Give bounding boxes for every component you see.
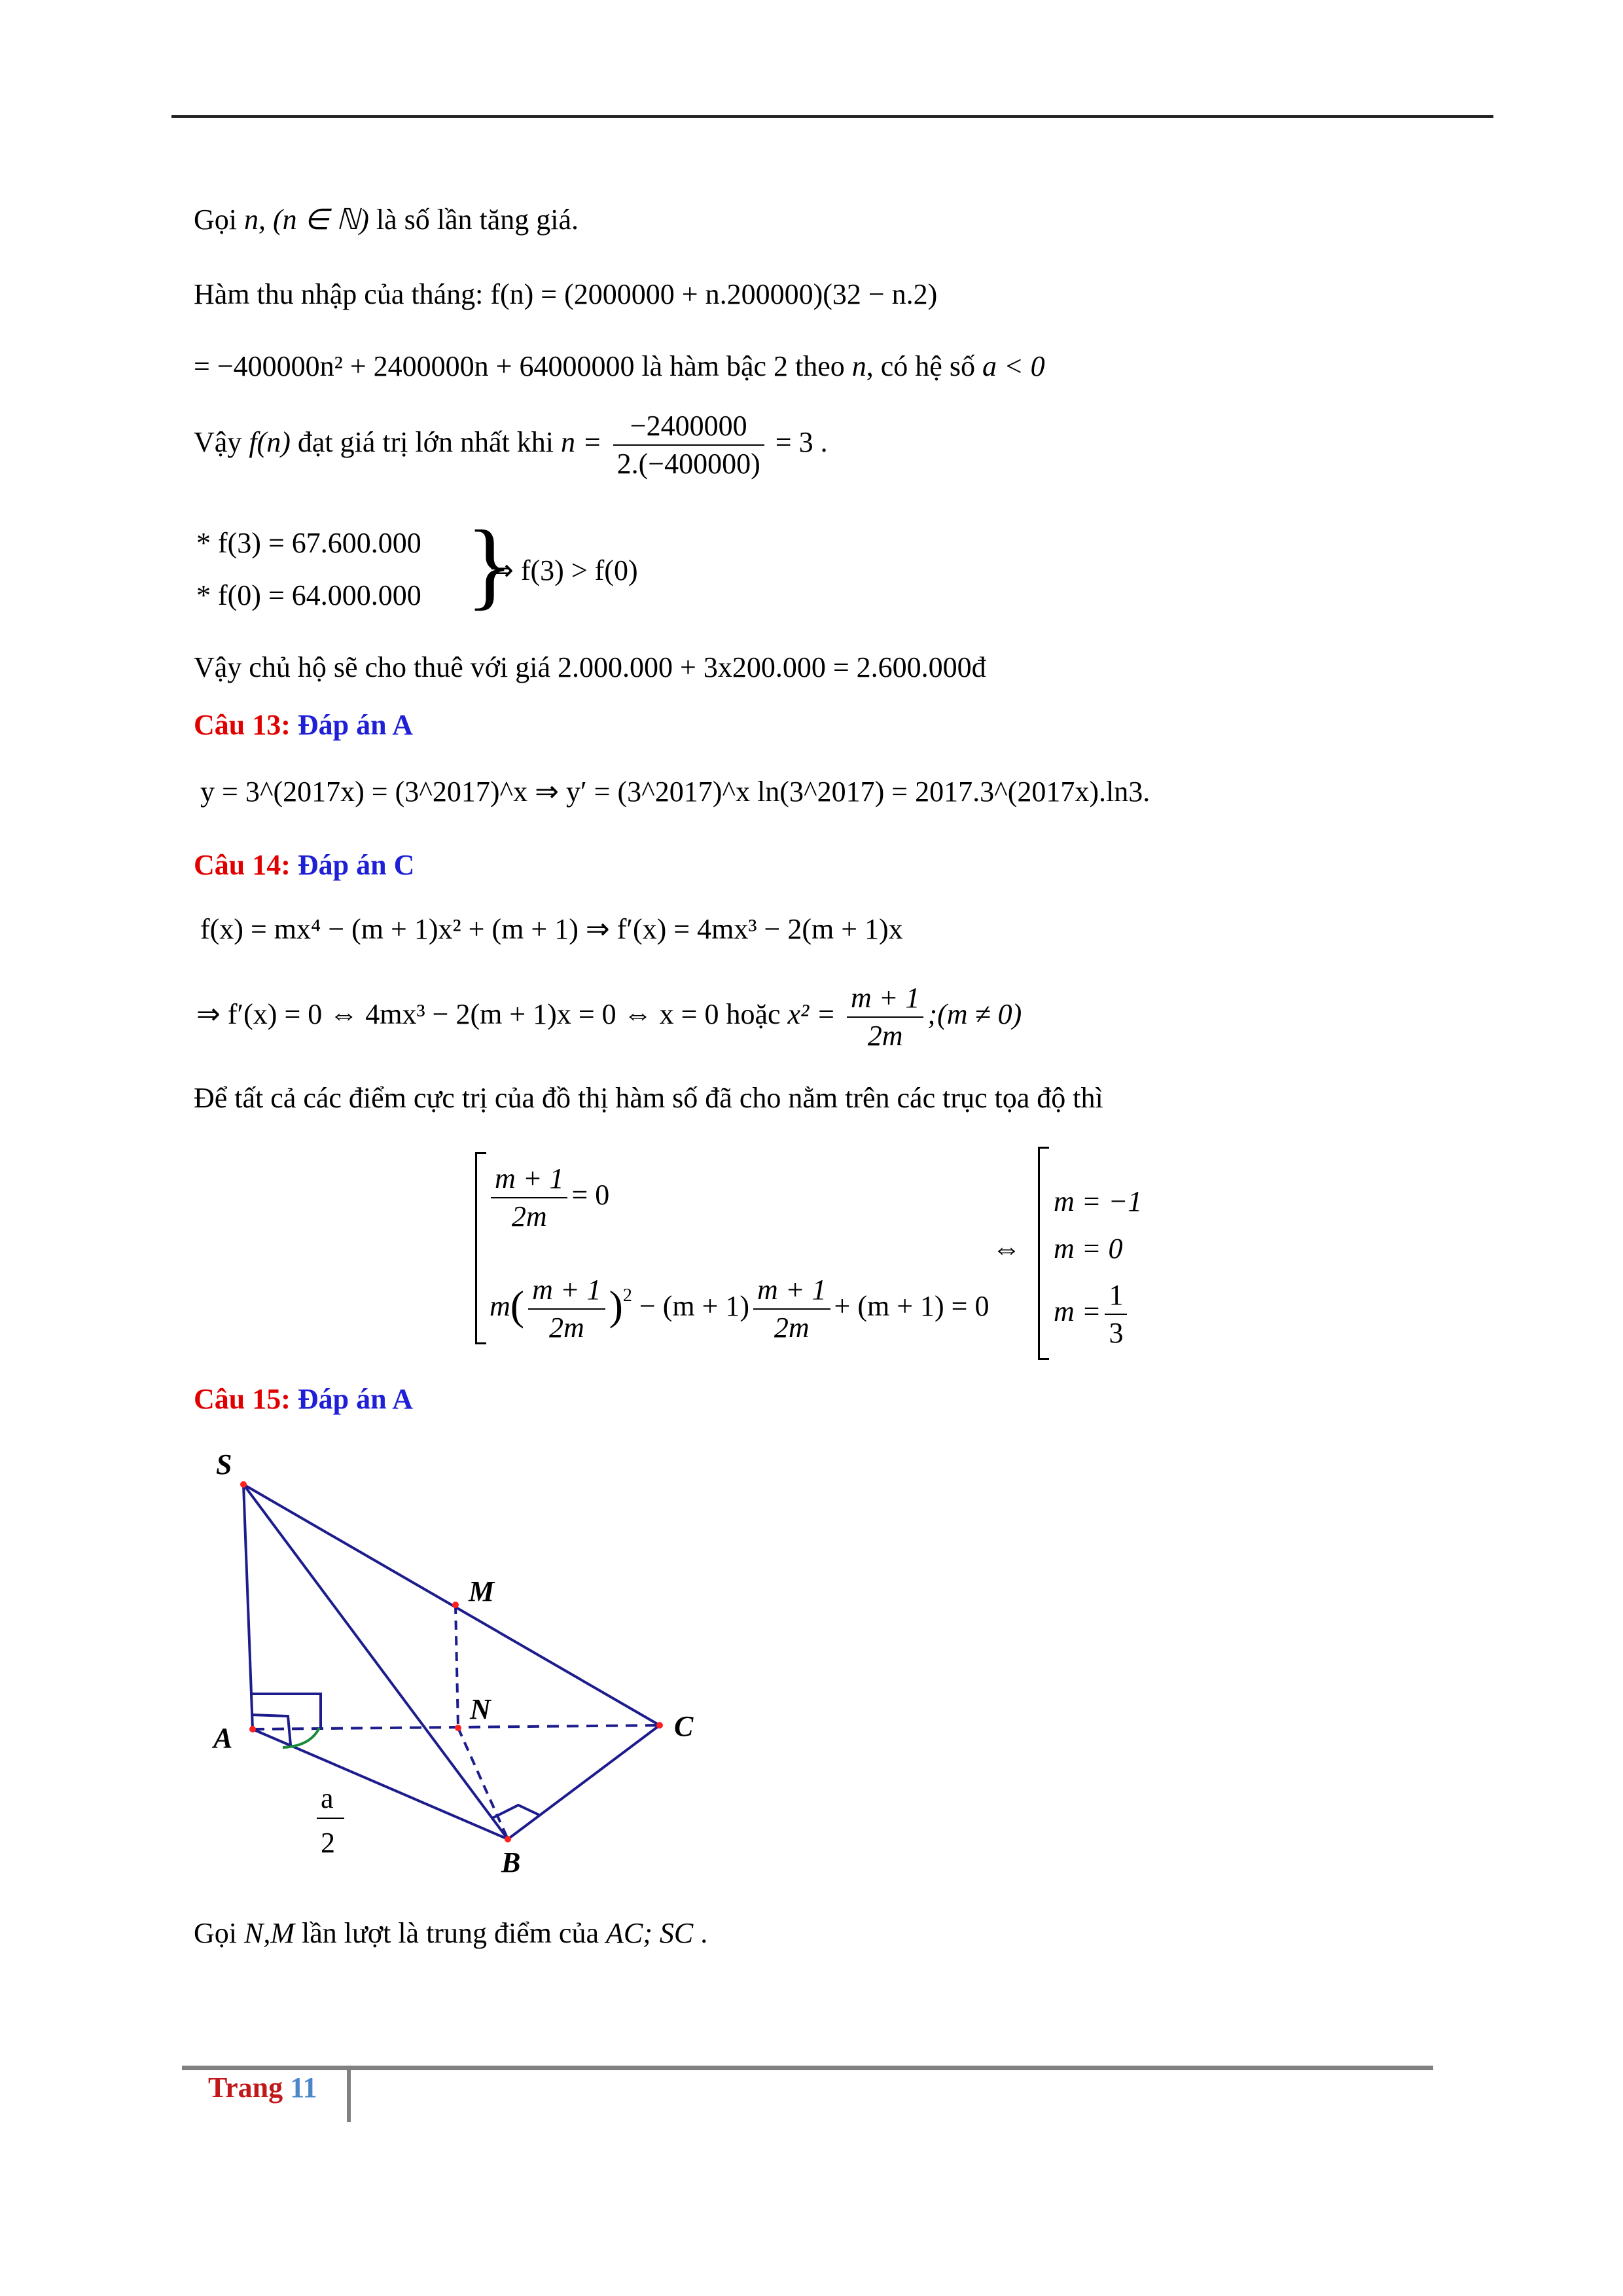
text: hoặc <box>719 998 788 1030</box>
math-n: n <box>851 350 866 382</box>
math-rhs: = 3 . <box>775 426 828 458</box>
math-equation: ⇒ f′(x) = 0 ⇔ 4mx³ − 2(m + 1)x = 0 ⇔ x = 0 <box>196 998 719 1030</box>
text: là số lần tăng giá. <box>368 204 579 236</box>
solution-2: m = 0 <box>1054 1232 1123 1265</box>
label-B: B <box>501 1846 521 1878</box>
math-lhs: n = <box>560 426 602 458</box>
numerator: 1 <box>1105 1277 1127 1315</box>
page-label: Trang <box>208 2072 283 2104</box>
text: Vậy chủ hộ sẽ cho thuê với giá <box>194 651 558 683</box>
paragraph-midpoints <box>194 1914 707 1953</box>
question-label: Câu 15: <box>194 1383 291 1415</box>
math-term: + (m + 1) = 0 <box>834 1290 990 1322</box>
answer-label: Đáp án C <box>297 849 415 881</box>
point-A <box>249 1726 256 1732</box>
numerator: m + 1 <box>528 1272 605 1310</box>
math-term: − (m + 1) <box>639 1290 750 1322</box>
math-condition: ;(m ≠ 0) <box>927 998 1022 1030</box>
label-M: M <box>469 1575 495 1607</box>
segment-MN-hidden <box>455 1605 458 1728</box>
text: Gọi <box>194 204 244 236</box>
right-angle-mark-SAC <box>251 1694 321 1728</box>
math-fn: f(n) <box>249 426 291 458</box>
footer-divider <box>347 2067 351 2122</box>
right-angle-mark-B <box>492 1805 541 1818</box>
question-label: Câu 13: <box>194 709 291 741</box>
math-AC-SC: AC; SC <box>606 1917 694 1949</box>
edge-SB <box>243 1484 508 1839</box>
solution-1: m = −1 <box>1054 1185 1143 1217</box>
text: . <box>693 1917 708 1949</box>
denominator: 2.(−400000) <box>616 447 760 480</box>
text: đạt giá trị lớn nhất khi <box>290 426 561 458</box>
denominator: 2m <box>511 1200 547 1232</box>
label-N: N <box>470 1693 491 1725</box>
brace: } <box>466 511 513 619</box>
label-A: A <box>213 1722 233 1754</box>
math-eq: = 0 <box>571 1179 610 1211</box>
answer-label: Đáp án A <box>297 709 413 741</box>
numerator: m + 1 <box>491 1160 567 1198</box>
numerator: m + 1 <box>847 980 923 1018</box>
math-m: m <box>490 1290 510 1322</box>
exponent: 2 <box>622 1285 632 1306</box>
point-N <box>455 1725 461 1731</box>
comparison-result: ⇒ f(3) > f(0) <box>490 554 638 586</box>
denominator: 3 <box>1109 1316 1124 1349</box>
numerator: m + 1 <box>753 1272 830 1310</box>
text: Gọi <box>194 1917 244 1949</box>
paren: ) <box>609 1282 623 1329</box>
question-label: Câu 14: <box>194 849 291 881</box>
footer-rule <box>182 2066 1433 2070</box>
length-a: a <box>321 1782 334 1814</box>
answer-label: Đáp án A <box>297 1383 413 1415</box>
point-B <box>505 1836 511 1842</box>
denominator: 2m <box>774 1311 810 1344</box>
denominator: 2m <box>548 1311 584 1344</box>
point-M <box>452 1602 459 1608</box>
paragraph-extrema-condition: Để tất cả các điểm cực trị của đồ thị hàm số đã cho nằm trên các trục tọa độ thì <box>194 1082 1103 1114</box>
math-price: 2.000.000 + 3x200.000 = 2.600.000đ <box>558 651 986 683</box>
length-two: 2 <box>321 1827 335 1859</box>
text: là hàm bậc 2 theo <box>634 350 852 382</box>
denominator: 2m <box>867 1019 903 1052</box>
text: Hàm thu nhập của tháng: <box>194 278 491 310</box>
point-S <box>240 1481 247 1488</box>
math-NM: N,M <box>244 1917 294 1949</box>
text: lần lượt là trung điểm của <box>294 1917 606 1949</box>
text: , có hệ số <box>866 350 982 382</box>
point-C <box>656 1722 663 1729</box>
page-number <box>208 2071 317 2104</box>
text: Vậy <box>194 426 249 458</box>
edge-SC <box>243 1484 660 1725</box>
value-f0: * f(0) = 64.000.000 <box>196 579 421 611</box>
math-set: (n ∈ ℕ) <box>273 204 369 236</box>
function-derivative: f(x) = mx⁴ − (m + 1)x² + (m + 1) ⇒ f′(x) = 4mx³ − 2(m + 1)x <box>200 913 903 945</box>
math-condition: a < 0 <box>982 350 1045 382</box>
math-n: n, <box>244 204 266 236</box>
value-f3: * f(3) = 67.600.000 <box>196 527 421 559</box>
derivative-expression: y = 3^(2017x) = (3^2017)^x ⇒ y′ = (3^2017)^x ln(3^2017) = 2017.3^(2017x).ln3. <box>200 776 1150 808</box>
edge-SA <box>243 1484 253 1729</box>
math-lhs: m = <box>1054 1295 1101 1327</box>
paren: ( <box>510 1282 525 1329</box>
equivalence-symbol: ⇔ <box>992 1232 1021 1265</box>
math-expansion: = −400000n² + 2400000n + 64000000 <box>194 350 635 382</box>
page-num: 11 <box>290 2072 317 2104</box>
label-C: C <box>674 1710 694 1742</box>
numerator: −2400000 <box>613 408 764 446</box>
math-x2: x² = <box>787 998 836 1030</box>
label-S: S <box>216 1448 232 1480</box>
math-income-function: f(n) = (2000000 + n.200000)(32 − n.2) <box>490 278 938 310</box>
edge-BC <box>508 1725 660 1839</box>
